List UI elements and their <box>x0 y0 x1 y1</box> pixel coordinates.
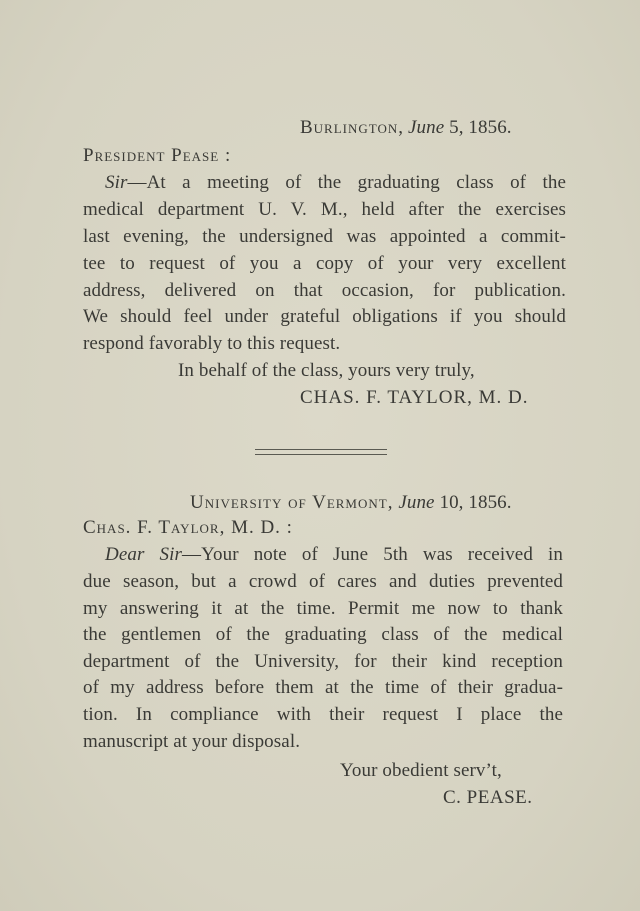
letter2-date-rest: 10, 1856. <box>439 492 512 513</box>
letter1-body-text: —At a meeting of the graduating class of the <box>127 172 566 193</box>
letter1-body-line-5: address, delivered on that occasion, for publication. <box>83 280 566 301</box>
letter1-body-line-2: medical department U. V. M., held after the exercises <box>83 199 566 220</box>
letter2-dateline <box>190 492 512 514</box>
letter2-body-text: —Your note of June 5th was received in <box>181 544 563 565</box>
letter1-body-line-7: respond favorably to this request. <box>83 333 341 354</box>
letter2-addressee: Chas. F. Taylor, M. D. : <box>83 517 293 538</box>
letter2-body-line-4: the gentlemen of the graduating class of the medical <box>83 624 563 645</box>
letter1-body-line-1 <box>105 172 566 194</box>
letter1-body-line-6: We should feel under grateful obligations if you should <box>83 306 566 327</box>
letter2-body-line-8: manuscript at your disposal. <box>83 731 301 752</box>
letter1-dateline: Burlington, June 5, 1856. <box>300 117 512 138</box>
letter1-signature: CHAS. F. TAYLOR, M. D. <box>300 387 529 408</box>
letter1-date-rest: 5, 1856. <box>449 117 512 138</box>
letter1-addressee: President Pease : <box>83 145 232 166</box>
letter2-body-line-2: due season, but a crowd of cares and duties prevented <box>83 571 563 592</box>
section-divider <box>255 449 387 455</box>
letter1-body-line-3: last evening, the undersigned was appointed a commit- <box>83 226 566 247</box>
letter1-body-line-4: tee to request of you a copy of your very excellent <box>83 253 566 274</box>
letter2-closing: Your obedient serv’t, <box>340 760 502 781</box>
letter1-closing: In behalf of the class, yours very truly, <box>178 360 475 381</box>
letter2-date-month: June <box>398 492 435 513</box>
letter2-body-line-5: department of the University, for their kind reception <box>83 651 563 672</box>
letter2-salutation: Dear Sir <box>105 544 182 565</box>
letter2-body-line-7: tion. In compliance with their request I place the <box>83 704 563 725</box>
letter1-salutation: Sir <box>105 172 128 193</box>
letter1-date-month: June <box>407 117 445 138</box>
letter2-body-line-3: my answering it at the time. Permit me now to thank <box>83 598 563 619</box>
letter2-signature: C. PEASE. <box>443 787 533 808</box>
letter2-body-line-1 <box>105 544 563 566</box>
letter1-place: Burlington <box>300 117 399 138</box>
letter2-place: University of Vermont, <box>190 492 394 513</box>
letter2-body-line-6: of my address before them at the time of their gradua- <box>83 677 563 698</box>
